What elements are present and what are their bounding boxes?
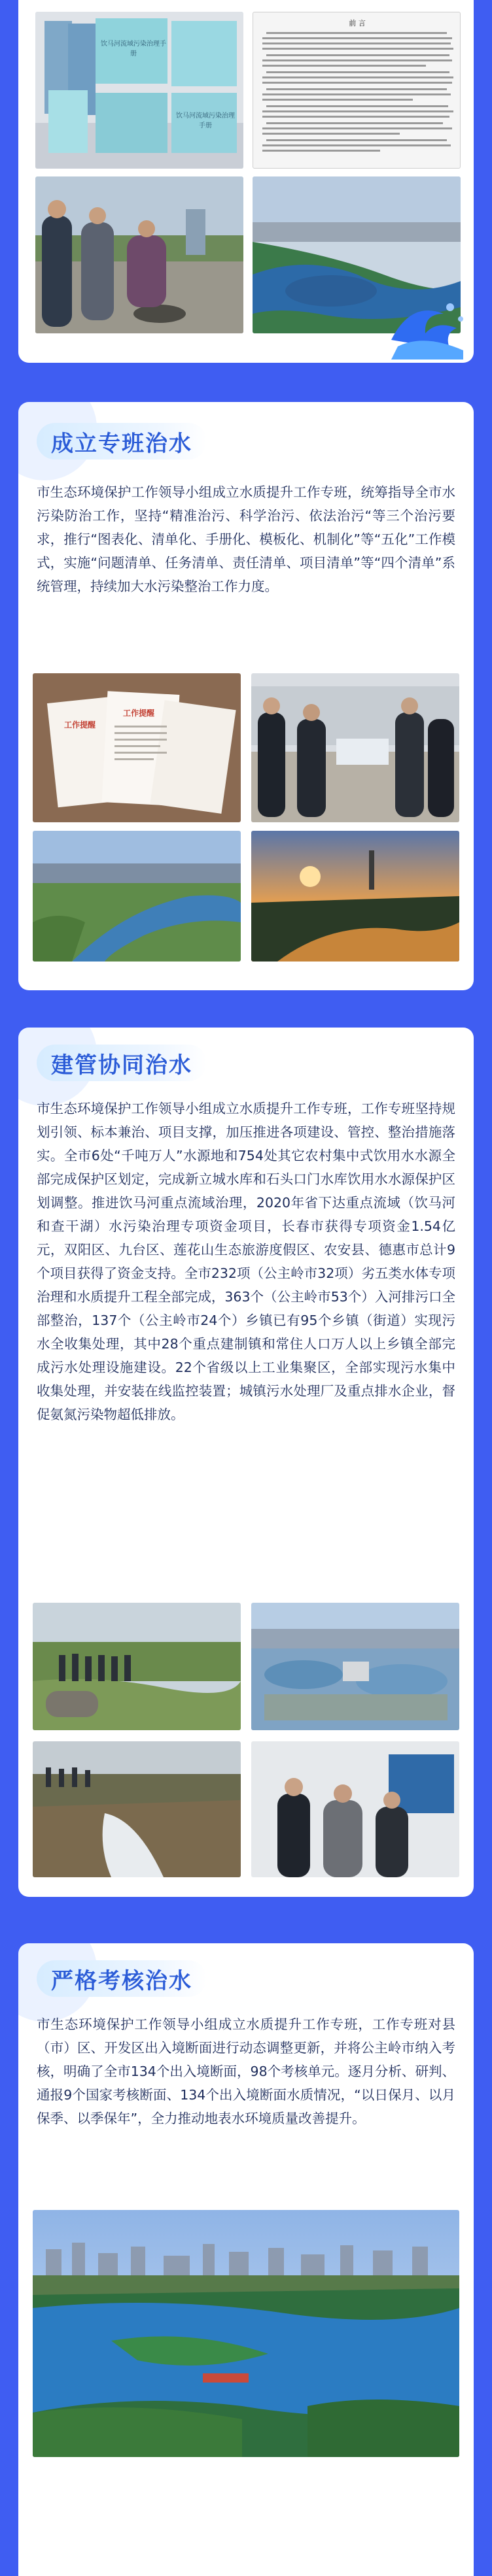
section-title-2-text: 建管协同治水 bbox=[51, 1052, 192, 1079]
sunset-park-photo bbox=[251, 831, 459, 962]
section-title-3 bbox=[37, 1960, 207, 1997]
monitoring-station-visit-photo bbox=[251, 1741, 459, 1877]
section-title-1-text: 成立专班治水 bbox=[51, 430, 192, 457]
sewage-plant-photo bbox=[251, 1603, 459, 1730]
section-title-1 bbox=[37, 423, 207, 460]
outfall-water-photo bbox=[33, 1741, 241, 1877]
placard-label-2: 工作提醒 bbox=[123, 709, 155, 718]
section-card-construction-management bbox=[18, 1028, 474, 1897]
section-2-paragraph: 市生态环境保护工作领导小组成立水质提升工作专班，工作专班坚持规划引领、标本兼治、项目支撑，加压推进各项建设、管控、整治措施落实。全市6处“千吨万人”水源地和754处其它农村集中式饮用水水源全部完成保护区划定，完成新立城水库和石头口门水库饮用水水源保护区划调整。推进饮马河重点流域治理，2020年省下达重点流域（饮马河和查干湖）水污染治理专项资金项目，长春市获得专项资金1.54亿元，双阳区、九台区、莲花山生态旅游度假区、农安县、德惠市总计9个项目获得了资金支持。全市232项（公主岭市32项）劣五类水体专项治理和水质提升工程全部完成，363个（公主岭市53个）入河排污口全部整治，137个（公主岭市24个）乡镇已有95个乡镇（街道）实现污水全收集处理，其中28个重点建制镇和常住人口万人以上乡镇全部完成污水处理设施建设。22个省级以上工业集聚区，全部实现污水集中收集处理，并安装在线监控装置；城镇污水处理厂及重点排水企业，督促氨氮污染物超低排放。 bbox=[37, 1101, 455, 1422]
section-3-paragraph: 市生态环境保护工作领导小组成立水质提升工作专班，工作专班对县（市）区、开发区出入境断面进行动态调整更新，并将公主岭市纳入考核，明确了全市134个出入境断面，98个考核单元。逐月分析、研判、通报9个国家考核断面、134个出入境断面水质情况，“以日保月、以月保季、以季保年”，全力推动地表水环境质量改善提升。 bbox=[37, 2016, 455, 2126]
preface-document-photo bbox=[253, 12, 461, 169]
section-card-special-task-force bbox=[18, 402, 474, 990]
preface-heading: 前 言 bbox=[349, 19, 366, 27]
section-title-3-text: 严格考核治水 bbox=[51, 1967, 192, 1994]
placard-label-1: 工作提醒 bbox=[64, 720, 96, 729]
field-inspection-photo bbox=[33, 1603, 241, 1730]
section-1-paragraph: 市生态环境保护工作领导小组成立水质提升工作专班，统筹指导全市水污染防治工作，坚持“精准治污、科学治污、依法治污“等三个治污要求，推行“图表化、清单化、手册化、模板化、机制化”等“五化”工作模式，实施“问题清单、任务清单、责任清单、项目清单”等“四个清单”系统管理，持续加大水污染整治工作力度。 bbox=[37, 484, 455, 594]
section-title-2 bbox=[37, 1045, 207, 1081]
manual-book-title-2: 饮马河流域污染治理手册 bbox=[176, 112, 235, 129]
section-card-strict-assessment bbox=[18, 1943, 474, 2576]
site-inspection-photo bbox=[35, 176, 243, 333]
work-reminder-documents-photo bbox=[33, 673, 241, 822]
manual-book-title: 饮马河流域污染治理手册 bbox=[101, 41, 166, 58]
wave-decoration-icon bbox=[385, 288, 470, 360]
manual-books-photo bbox=[35, 12, 243, 169]
river-landscape-photo bbox=[33, 831, 241, 962]
top-photo-card bbox=[18, 0, 474, 363]
city-lake-aerial-photo bbox=[33, 2210, 459, 2457]
meeting-inspection-photo bbox=[251, 673, 459, 822]
